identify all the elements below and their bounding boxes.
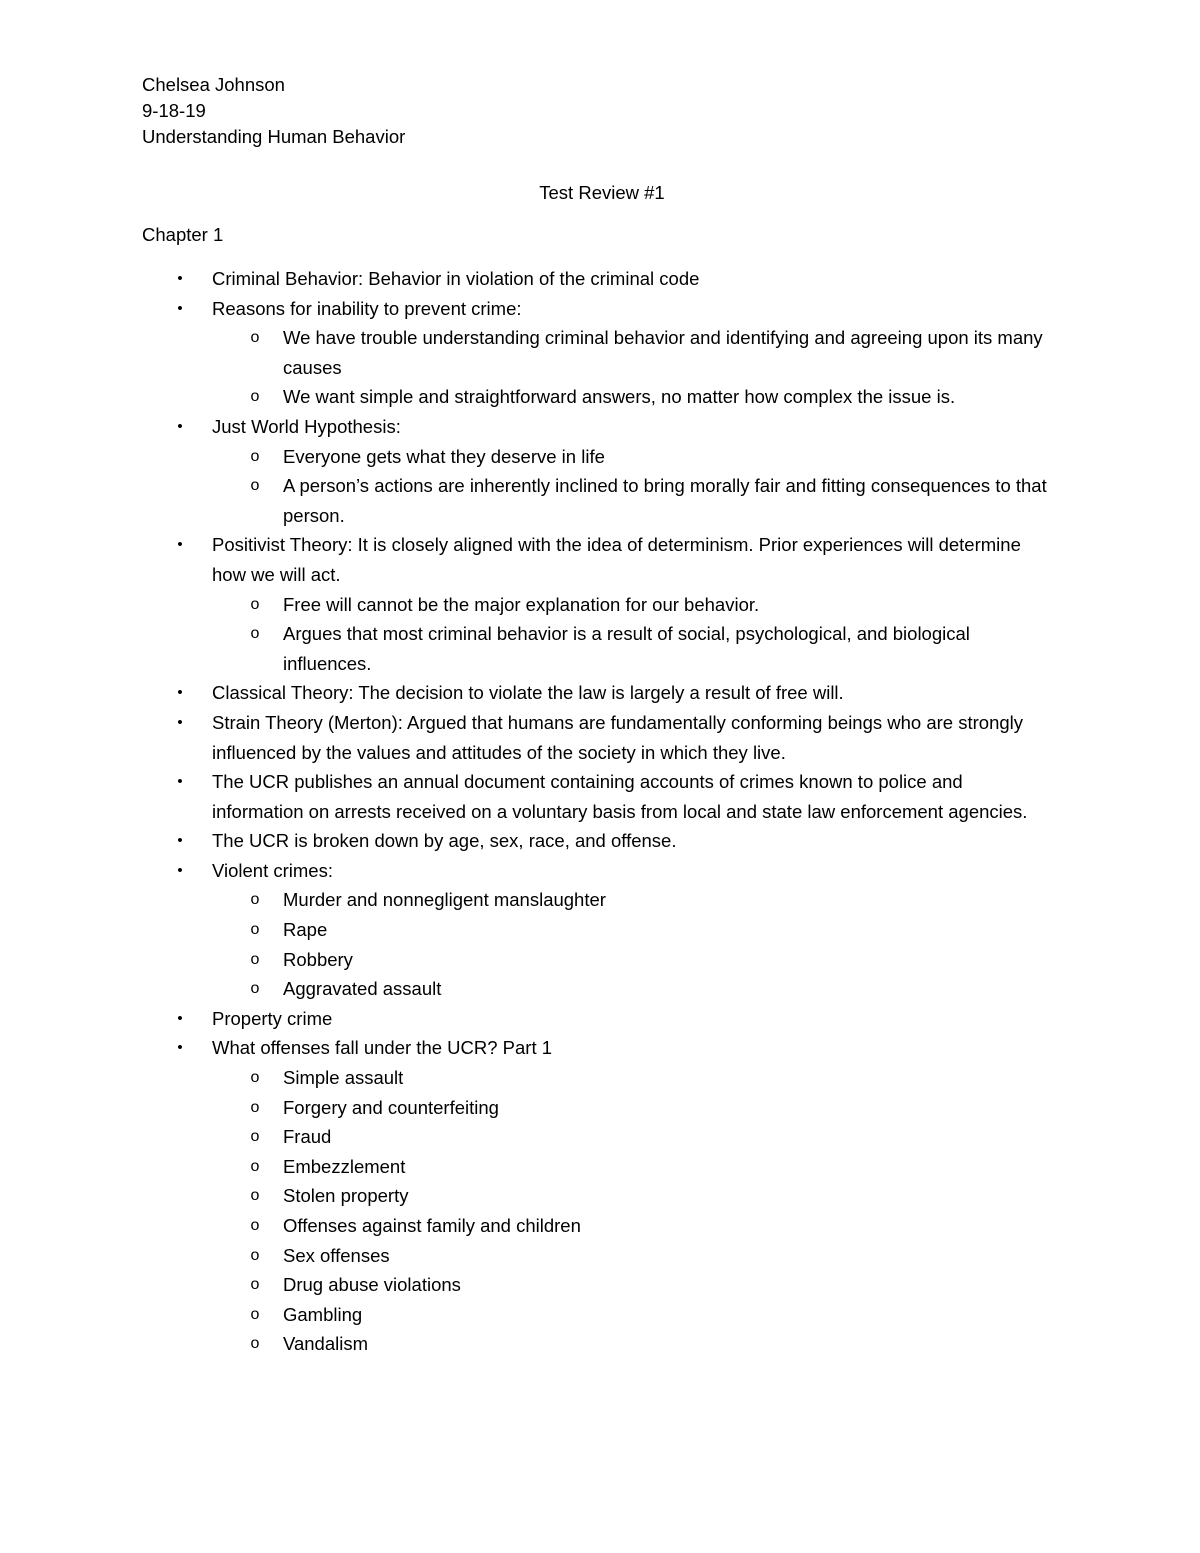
list-item (0, 294, 1200, 324)
sub-bullet-icon: o (250, 625, 260, 643)
sub-bullet-icon: o (250, 921, 260, 939)
list-item-text: Positivist Theory: It is closely aligned with the idea of determinism. Prior experiences will determine how we will act. (212, 534, 1021, 585)
sub-bullet-icon: o (250, 1128, 260, 1146)
list-item-text: Just World Hypothesis: (212, 415, 401, 437)
sub-list-item (0, 1122, 1200, 1152)
list-item (0, 708, 1200, 767)
list-item-text: Robbery (283, 948, 353, 970)
list-item-text: Simple assault (283, 1067, 404, 1089)
sub-bullet-icon: o (250, 891, 260, 909)
bullet-icon: • (177, 1039, 183, 1057)
bullet-icon: • (177, 713, 183, 731)
sub-bullet-icon: o (250, 329, 260, 347)
list-item-text: Gambling (283, 1303, 363, 1325)
bullet-icon: • (177, 773, 183, 791)
sub-list-item (0, 1211, 1200, 1241)
list-item-text: Vandalism (283, 1333, 369, 1355)
sub-list-item (0, 1181, 1200, 1211)
sub-list-item (0, 590, 1200, 620)
sub-list-item (0, 1152, 1200, 1182)
list-item-text: Drug abuse violations (283, 1274, 461, 1296)
list-item (0, 856, 1200, 886)
list-item-text: Stolen property (283, 1185, 409, 1207)
list-item-text: The UCR publishes an annual document containing accounts of crimes known to police and information on arrests received on a voluntary basis from local and state law enforcement agencies. (212, 771, 1028, 822)
list-item-text: Everyone gets what they deserve in life (283, 445, 605, 467)
list-item-text: Criminal Behavior: Behavior in violation of the criminal code (212, 268, 700, 289)
sub-list-item (0, 885, 1200, 915)
sub-list-item (0, 945, 1200, 975)
list-item-text: What offenses fall under the UCR? Part 1 (212, 1037, 553, 1059)
bullet-icon: • (177, 270, 183, 287)
sub-list-item (0, 1329, 1200, 1359)
list-item (0, 264, 1200, 294)
list-item-text: Embezzlement (283, 1155, 406, 1177)
document-header (142, 72, 1062, 150)
list-item-text: Argues that most criminal behavior is a result of social, psychological, and biological influences. (283, 623, 970, 674)
sub-list-item (0, 1063, 1200, 1093)
list-item-text: Strain Theory (Merton): Argued that humans are fundamentally conforming beings who are strongly influenced by the values and attitudes of the society in which they live. (212, 711, 1024, 763)
sub-list-item (0, 1270, 1200, 1300)
bullet-icon: • (177, 299, 183, 317)
bullet-icon: • (177, 536, 183, 554)
sub-bullet-icon: o (250, 1305, 260, 1323)
sub-list-item (0, 1300, 1200, 1330)
list-item (0, 826, 1200, 856)
list-item-text: Aggravated assault (283, 978, 442, 1000)
sub-list-item (0, 1241, 1200, 1271)
list-item (0, 767, 1200, 826)
list-item-text: Sex offenses (283, 1244, 390, 1266)
document-date: 9-18-19 (142, 100, 206, 121)
sub-list-item (0, 471, 1200, 530)
sub-bullet-icon: o (250, 1217, 260, 1234)
list-item-text: Reasons for inability to prevent crime: (212, 297, 522, 319)
sub-bullet-icon: o (250, 1157, 260, 1175)
sub-list-item (0, 1093, 1200, 1123)
bullet-icon: • (177, 417, 183, 435)
sub-bullet-icon: o (250, 447, 260, 465)
list-item (0, 530, 1200, 589)
list-item-text: A person’s actions are inherently inclined to bring morally fair and fitting consequences to that person. (283, 475, 1047, 526)
sub-list-item (0, 323, 1200, 382)
list-item-text: We have trouble understanding criminal behavior and identifying and agreeing upon its many causes (283, 327, 1043, 378)
sub-bullet-icon: o (250, 1276, 260, 1294)
sub-bullet-icon: o (250, 1246, 260, 1264)
document-title: Test Review #1 (539, 182, 665, 203)
sub-bullet-icon: o (250, 595, 260, 613)
sub-list-item (0, 382, 1200, 412)
list-item-text: Murder and nonnegligent manslaughter (283, 889, 606, 911)
bullet-icon: • (177, 832, 183, 850)
sub-bullet-icon: o (250, 1098, 260, 1116)
sub-bullet-icon: o (250, 980, 260, 998)
sub-bullet-icon: o (250, 950, 260, 968)
bullet-icon: • (177, 1009, 183, 1027)
sub-bullet-icon: o (250, 1335, 260, 1353)
list-item (0, 412, 1200, 442)
list-item-text: Fraud (283, 1126, 332, 1148)
sub-bullet-icon: o (250, 477, 260, 495)
list-item-text: Free will cannot be the major explanation for our behavior. (283, 593, 760, 615)
sub-list-item (0, 915, 1200, 945)
list-item-text: Rape (283, 919, 328, 941)
bullet-icon: • (177, 861, 183, 879)
list-item-text: Offenses against family and children (283, 1215, 581, 1236)
sub-list-item (0, 619, 1200, 678)
course-name: Understanding Human Behavior (142, 126, 406, 147)
list-item-text: The UCR is broken down by age, sex, race, and offense. (212, 830, 677, 852)
list-item-text: Violent crimes: (212, 859, 333, 881)
list-item-text: We want simple and straightforward answers, no matter how complex the issue is. (283, 386, 956, 408)
list-item (0, 1004, 1200, 1034)
list-item (0, 1033, 1200, 1063)
chapter-heading: Chapter 1 (142, 224, 224, 245)
list-item (0, 678, 1200, 708)
sub-list-item (0, 442, 1200, 472)
sub-bullet-icon: o (250, 1187, 260, 1205)
list-item-text: Classical Theory: The decision to violate the law is largely a result of free will. (212, 682, 844, 704)
notes-list (0, 264, 1200, 1359)
sub-bullet-icon: o (250, 388, 260, 406)
bullet-icon: • (177, 684, 183, 702)
sub-list-item (0, 974, 1200, 1004)
sub-bullet-icon: o (250, 1069, 260, 1087)
author-name: Chelsea Johnson (142, 74, 285, 95)
list-item-text: Property crime (212, 1007, 333, 1029)
list-item-text: Forgery and counterfeiting (283, 1096, 499, 1118)
